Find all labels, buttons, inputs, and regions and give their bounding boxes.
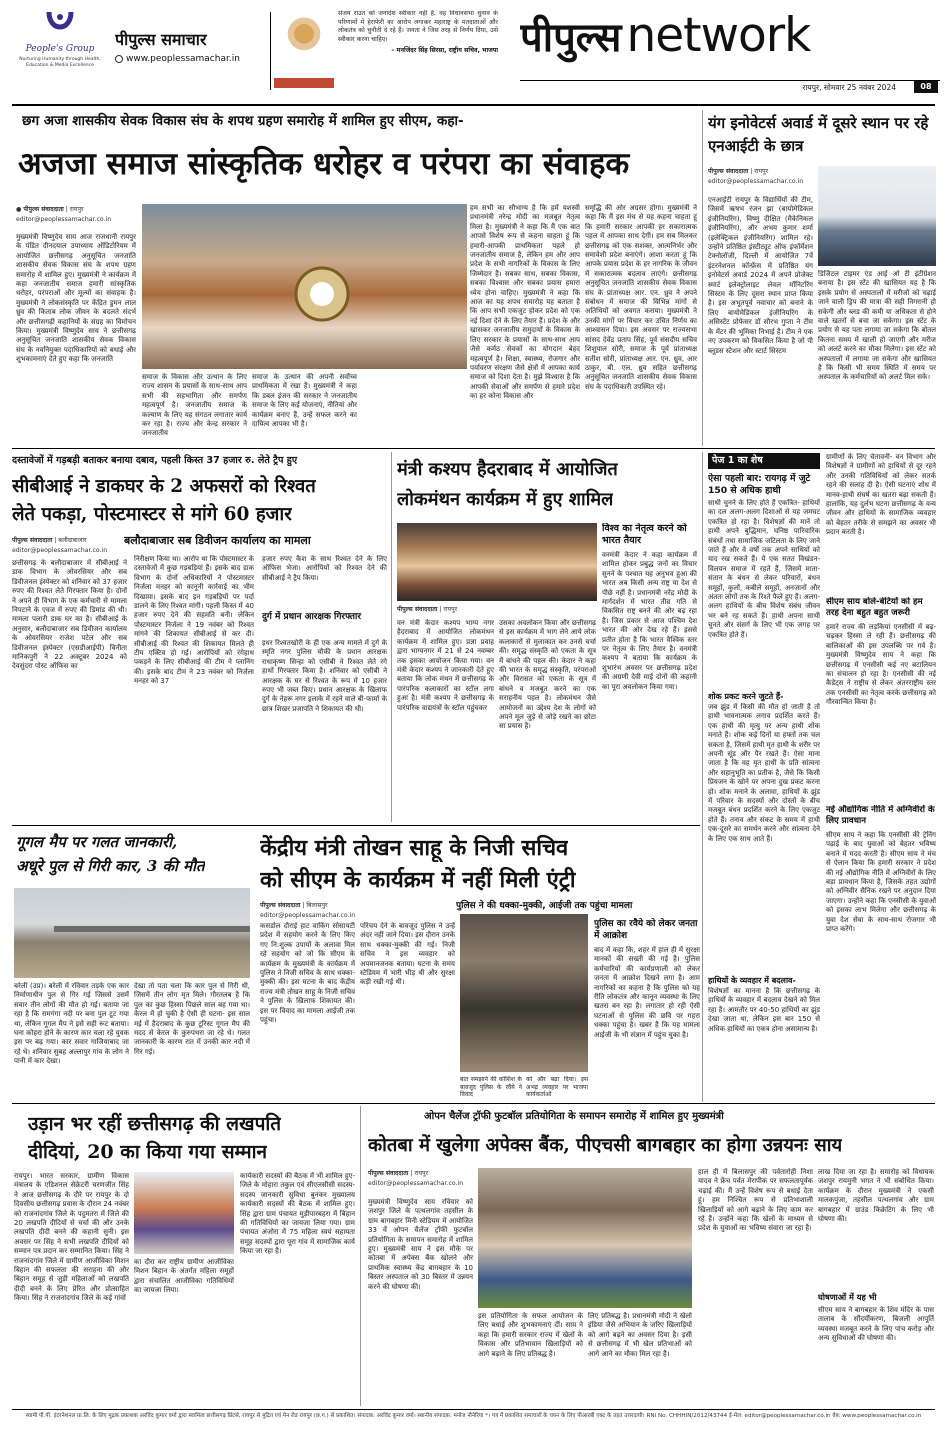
horseshoe-icon — [43, 10, 77, 40]
nit-byline: पीपुल्स संवाददाता | रायपुर editor@peoplessamachar.co.in — [708, 166, 818, 185]
tokhan-caption-right: को और बढ़ा दिया। इस अभद्र व्यवहार पर भाजपा कार्यकर्ताओं — [526, 1076, 588, 1098]
masthead-divider — [270, 12, 271, 90]
top-story-headline: अजजा समाज सांस्कृतिक धरोहर व परंपरा का संवाहक — [18, 146, 630, 182]
peoples-group-name: People's Group — [25, 44, 95, 54]
lakhpati-col3: का दौरा कर राष्ट्रीय ग्रामीण आजीविका मिशन बिहान के अंतर्गत महिला समूहों द्वारा संचालित आजीविका गतिविधियों का जायजा लिया। — [134, 1258, 234, 1295]
tokhan-headline-2: को सीएम के कार्यक्रम में नहीं मिली एंट्री — [260, 867, 576, 893]
google-headline-2: अधूरे पुल से गिरी कार, 3 की मौत — [16, 857, 205, 875]
byline-city: रायपुर — [754, 168, 769, 175]
col-divider-bottom — [360, 1106, 361, 1406]
apex-headline: कोतबा में खुलेगा अपेक्स बैंक, पीएचसी बागबहार का होगा उन्नयनः साय — [368, 1135, 843, 1156]
network-word-network: network — [626, 8, 811, 63]
apex-story — [364, 1106, 936, 1406]
top-story-col3: समाज के उत्थान की अपनी सर्वोच्च प्राथमिकता में रखा है। मुख्यमंत्री ने कहा कि डबल इंजन की सरकार ने जनजातीय समाज के लिए कई योजनाएं, नीतियां और कार्यक्रम बनाए हैं, उन्हें सफल करने का दायित्व आपका भी है। — [252, 373, 357, 429]
manthan-byline: पीपुल्स संवाददाता | रायपुर — [397, 606, 458, 613]
byline-email[interactable]: editor@peoplessamachar.co.in — [260, 912, 356, 919]
tokhan-col1: कसडोल दौराई हाट वाकिंग सोसायटी प्रदेश में सहयोग करने के लिए किए गए नि:शुल्क उपायों के अलावा मिल रहे सहयोग को जो कि सीएम के कार्यक्रम के मुख्यमंत्री के कार्यक्रम में पुलिस ने निजी सचिव के साथ धक्का-मुक्की की। इस घटना के बाद केंद्रीय राज्य मंत्री तोखन साहू के निजी सचिव ने पुलिस के खिलाफ शिकायत की। इस पर विवाद का मामला आईजी तक पहुंचा। — [260, 922, 355, 1025]
page1-text1: साथी चुनने के लिए होते हैं एकत्रित- हाथियों का दल अलग-अलग दिशाओं से यह जमघट एकत्रित हो रहा है। विशेषज्ञों की मानें तो हाथी अपने बुद्धिमान, घनिष्ठ पारिवारिक संबंधों तथा सामाजिक जटिलता के लिए जाने जाते हैं और वे वर्षों तक अपने साथियों को याद रख सकते हैं। ये एक सतत विखंडन-विलयन समाज में रहते हैं, जिसमें माता-संतान के बंधन से लेकर परिवारों, बंधन समूहों, कुलों, कबीले समूहों, अनजानों और अंततः लोगों तक के रिश्ते फैले हुए हैं। अलग-अलग हाथियों के बीच विशेष संबंध जीवन भर बने रह सकते हैं। हाथी अपना साथी चुनते और संसर्ग के लिए भी एक जगह पर एकत्रित होते हैं। — [708, 499, 820, 639]
page1-text3: विशेषज्ञों का मानना है कि छत्तीसगढ़ के हाथियों के व्यवहार में बदलाव देखने को मिल रहा है। आमतौर पर 40-50 हाथियों का झुंड देखा जाता था, लेकिन इस बार 150 से अधिक हाथियों का एकत्र होना असामान्य है। — [708, 987, 820, 1033]
cbi-col2: निरीक्षण किया था। आरोप था कि पोस्टमास्टर के दस्तावेजों में कुछ गड़बड़ियां हैं। इसके बाद डाक विभाग के दोनों अधिकारियों ने पोस्टमास्टर निर्जला मनहर को कानूनी कार्रवाई का भीम दिखाया। इसके बाद इन गड़बड़ियों पर पर्दा डालने के लिए रिश्वत मांगी। पहली किस्त में 40 हजार रुपए देने की सहमति बनी। लेकिन पोस्टमास्टर निर्जला ने 19 नवंबर को रिश्वत मांगने की शिकायत सीबीआई से कर दी। सीबीआई की रिश्वत की शिकायत मिलते ही टीम एक्टिव हो गई। आरोपियों को रंगेहाथ पकड़ने के लिए सीबीआई की टीम ने प्लानिंग की। इसके बाद टीम ने 23 नवंबर को निर्जला मनहर को 37 — [134, 555, 254, 686]
page1-head1: ऐसा पहली बार: रायगढ़ में जुटे 150 से अधिक हाथी — [708, 473, 811, 496]
byline-email[interactable]: editor@peoplessamachar.co.in — [12, 547, 108, 554]
tokhan-col2: परिचय देने के बावजूद पुलिस ने उन्हें अंदर नहीं जाने दिया। इस दौरान उनके साथ धक्का-मुक्की की गई। निजी सचिव ने इस व्यवहार को अपमानजनक बताया। घटना के समय स्टेडियम में भारी भीड़ थी और सुरक्षा कड़ी रखी गई थी। — [360, 922, 455, 987]
tokhan-photo — [460, 914, 588, 1072]
quote-author: – मनजिंदर सिंह सिरसा, राष्ट्रीय सचिव, भाजपा — [391, 47, 498, 55]
page1-tag: पेज 1 का शेष — [708, 453, 820, 469]
manthan-col1: वन मंत्री केदार कश्यप भाग्य नगर हैदराबाद में आयोजित लोकमंथन कार्यक्रम में शामिल हुए। प्रज्ञा प्रवाह द्वारा भाग्यनगर में 21 से 24 नवम्बर तक इसका आयोजन किया गया। वन मंत्री केदार कश्यप ने जानकारी देते हुए बताया कि लोक मंथन में छत्तीसगढ़ के पारंपरिक कलाकारों का स्टॉल लगा हुआ है। मंत्री कश्यप ने छत्तीसगढ़ के पारंपरिक वाद्ययंत्रों के स्टॉल पहुंचकर — [397, 619, 494, 712]
lakhpati-photo — [134, 1172, 234, 1254]
page1-head3: हाथियों के व्यवहार में बदलाव- — [708, 976, 796, 985]
top-story-kicker: छग अजा शासकीय सेवक विकास संघ के शपथ ग्रहण समारोह में शामिल हुए सीएम, कहा- — [22, 113, 464, 129]
page1-head4: सीएम साय बोले-बेटियों को हम तरह देना बहुत बहुत जरूरी — [826, 597, 923, 618]
peoples-group-logo — [14, 10, 106, 100]
cbi-col3: हजार रुपए कैश के साथ रिश्वत देने के लिए ऑफिस भेजा। आरोपियों को रिश्वत देने की सीबीआई ने ट्रैप किया। — [262, 555, 387, 582]
apex-photo — [478, 1168, 692, 1308]
byline-city: रायपुर — [414, 1170, 429, 1177]
google-headline-1: गूगल मैप पर गलत जानकारी, — [16, 833, 178, 851]
google-story — [12, 828, 252, 1100]
footer-imprint: स्वामी पी.पी. इंटरनेशनल प्रा.लि. के लिए मुद्रक प्रकाशक अरविंद कुमार वर्मा द्वारा स्वामित्व छत्तीसगढ़ प्रिंटर्स, रायपुर से मुद्रित एवं मेन रोड रायपुर (छ.ग.) से प्रकाशित। संपादक: अरविंद कुमार वर्मा। स्थानीय संपादक: मनोज नौनेरिया *। पत्र में प्रकाशित समाचारों के चयन के लिए पीआरबी एक्ट के तहत उत्तरदायी। RNI No. CHHHIN/2012/43744 ई-मेल: editor@peoplessamachar.co.in वेब: www.peoplessamachar.co.in — [25, 1413, 922, 1419]
lakhpati-col2: कार्यकारी सदस्यों की बैठक में भी शामिल हुए- जिले के मोहारा तकुल एवं सीएलसीसी सदस्य-सदस्य जानकारी सुविधा बुनकर मुख्यालय कार्यकारी सदस्यों की बैठक में शामिल हुए। सिंह द्वारा ग्राम पंचायत मुड़ीपारबहरा में बिहान की गतिविधियों का जायजा लिया गया। ग्राम पंचायत अंजोरा में 75 महिला स्वयं सहायता समूह सदस्यों द्वारा पूरा गांव में सामाजिक कार्य किया जा रहा है। — [240, 1172, 355, 1256]
byline-org: पीपुल्स संवाददाता — [368, 1170, 409, 1177]
dateline-bar — [520, 80, 940, 93]
page1-head5: नई औद्योगिक नीति में अग्निवीरों के लिए प्रावधान — [826, 805, 935, 826]
apex-kicker: ओपन चैलेंज ट्रॉफी फुटबॉल प्रतियोगिता के समापन समारोह में शामिल हुए मुख्यमंत्री — [424, 1111, 724, 1122]
page-number: 08 — [914, 81, 938, 93]
samachar-brand-name: पीपुल्स समाचार — [115, 30, 207, 49]
byline-org: पीपुल्स संवाददाता — [12, 537, 53, 544]
top-story-col4: हम सभी का सौभाग्य है कि हमें यशस्वी प्रधानमंत्री नरेन्द्र मोदी का मजबूत नेतृत्व मिला है। मुख्यमंत्री ने कहा कि मैं एक बात आपसे विशेष रूप से कहना चाहता हूं कि हमारी-आपकी प्राथमिकता पहले हो जनजातीय समाज है, लेकिन हम और आप प्रदेश के सभी नागरिकों के विकास के लिए जिम्मेदार हैं। सबका साथ, सबका विकास, सबका विश्वास और सबका प्रयास हमारा ध्येय होना चाहिए। मुख्यमंत्री ने कहा कि आज का यह शपथ समारोह यह बताता है कि आप सभी एकजुट होकर प्रदेश को एक नई दिशा देने के लिए तैयार हैं। प्रदेश के और खासकर जनजातीय समुदायों के विकास के लिए सरकार के प्रयासों के साथ-साथ आप जैसे कर्मठ सेवकों का योगदान बेहद महत्वपूर्ण है। शिक्षा, स्वास्थ्य, रोजगार और पर्यावरण संरक्षण जैसे क्षेत्रों में आपका कार्य समाज को दिशा देता है। मुझे विश्वास है कि आपकी सेवाओं और समर्पण से हमारे प्रदेश का हर कोना विकास और — [470, 204, 580, 401]
tokhan-deck: पुलिस ने की धक्का-मुक्की, आईजी तक पहुंचा मामला — [456, 901, 633, 911]
byline-org: पीपुल्स संवाददाता — [708, 168, 749, 175]
network-logo — [520, 8, 940, 78]
apex-byline: पीपुल्स संवाददाता | रायपुर editor@peoplessamachar.co.in — [368, 1168, 518, 1187]
top-story-col2: समाज के विकास और उत्थान के लिए राज्य शासन के प्रयासों के साथ-साथ आप सभी की सहभागिता और समर्पण महत्वपूर्ण है। जनजातीय समाज के कल्याण के लिए यह संगठन लगातार कार्य कर रहा है। राज्य और केन्द्र सरकार ने जनजातीय — [142, 373, 247, 438]
top-story-col5: समृद्धि की ओर अग्रसर होगा। मुख्यमंत्री ने कहा कि मैं इस मंच से यह कहना चाहता हूं कि हमारी सरकार आपकी हर सकारात्मक पहल में आपका साथ देगी। हम सब मिलकर छत्तीसगढ़ को एक सशक्त, आत्मनिर्भर और समावेशी प्रदेश बनाएंगे। आशा करता हूं कि आपके प्रयास प्रदेश के हर नागरिक के जीवन में सकारात्मक बदलाव लाएंगे। छत्तीसगढ़ अनुसूचित जनजाति शासकीय सेवक विकास संघ के प्रांताध्यक्ष आर. एन. ध्रुव ने अपने संबोधन में समाज की विभिन्न मांगों से अतिथियों को अवगत कराया। मुख्यमंत्री ने उनकी मांगों पर विचार कर उचित निर्णय का आश्वासन दिया। इस अवसर पर राज्यसभा सांसद देवेंद्र प्रताप सिंह, पूर्व संसदीय सचिव शिशुपाल सोरी, समाज के पूर्व प्रांताध्यक्ष सतीश सोरी, प्रांताध्यक्ष आर. एन. ध्रुव, आर ठाकुर, बी. एल. ध्रुव सहित छत्तीसगढ़ अनुसूचित जनजाति शासकीय सेवक विकास संघ के पदाधिकारी उपस्थित रहे। — [585, 204, 697, 391]
nit-story — [706, 108, 936, 446]
footer-rule — [12, 1409, 935, 1410]
page1-text6: सीएम साय ने कहा कि एनसीसी की ट्रेनिंग पढ़ाई के बाद युवाओं को बेहतर भविष्य बनाने में मदद करती है। सीएम साय ने मंच से ऐलान किया कि हमारी सरकार ने प्रदेश की नई औद्योगिक नीति में अग्निवीरों के लिए बड़ा प्रावधान किया है, जिसके तहत उद्योगों को अग्निवीर सैनिक रखने पर अनुदान दिया जाएगा। उन्होंने कहा कि एनसीसी के युवाओं को इसका लाभ मिलेगा और छत्तीसगढ़ के युवा देश सेवा के साथ-साथ रोजगार भी प्राप्त करेंगे। — [826, 831, 936, 934]
dateline: रायपुर, सोमवार 25 नवंबर 2024 — [802, 83, 896, 92]
nit-headline: यंग इनोवेटर्स अवार्ड में दूसरे स्थान पर रहे एनआईटी के छात्र — [708, 114, 929, 155]
manthan-headline-1: मंत्री कश्यप हैदराबाद में आयोजित — [397, 459, 618, 480]
cbi-headline-2: लेते पकड़ा, पोस्टमास्टर से मांगे 60 हजार — [12, 504, 292, 525]
nit-col2: डिजिटल टाइमर एंड आई ओ टी इंटीग्रेशन बनाया है। इस स्टेंट की खासियत यह है कि इसके प्रयोग से अस्पतालों में मरीजों को चढ़ाई जाने वाली ड्रिप की मात्रा की सही निगरानी हो सकेगी और ब्लड की कमी या अधिकता से होने वाले खतरों से बचा जा सकेगा। इस स्टेंट के प्रयोग से यह पता लगाया जा सकेगा कि बोतल कितना समय में खाली हो जाएगी और मरीज को अलर्ट करने का मौका मिलेगा। इस स्टेंट को अस्पतालों में लगाया जा सकेगा और खासियत है कि किसी भी समय स्थिति में समय पर अस्पताल के कर्मचारियों को अलर्ट मिल सके। — [818, 270, 936, 382]
page1-text5: हमारे राज्य की लड़कियां एनसीसी में बढ़-चढ़कर हिस्सा ले रही हैं। छत्तीसगढ़ की बालिकाओं की इस उपलब्धि पर गर्व है। मुख्यमंत्री विष्णुदेव साय ने कहा कि छत्तीसगढ़ में एनसीसी कई नए बटालियन का संचालन हो रहा है। एनसीसी की नई कैडेट्स ने राष्ट्रीय से लेकर अंतरराष्ट्रीय स्तर तक एनसीसी का नेतृत्व करके छत्तीसगढ़ को गौरवान्वित किया है। — [826, 623, 936, 707]
section-rule-1 — [12, 448, 935, 449]
apex-col2: इस प्रतियोगिता के सफल आयोजन के लिए बधाई और शुभकामनाएं दीं। साय ने कहा कि हमारी सरकार राज्य में खेलों के विकास और प्रतिभावान खिलाड़ियों को आगे बढ़ाने के लिए प्रतिबद्ध है। — [478, 1312, 583, 1358]
section-rule-3 — [12, 1103, 935, 1104]
section-rule-2 — [12, 825, 700, 826]
quote-box — [338, 10, 498, 90]
col-divider-mid — [391, 452, 392, 822]
samachar-brand — [115, 28, 265, 72]
tokhan-story — [256, 828, 700, 1100]
manthan-photo — [397, 523, 597, 601]
apex-col3: लिए प्रतिबद्ध है। प्रधानमंत्री मोदी ने खेलो इंडिया जैसे अभियान के जरिए खिलाड़ियों को आगे बढ़ने का अवसर दिया है। इसी से छत्तीसगढ़ में भी खेल प्रतिभाओं को आगे आने का मौका मिल रहा है। — [588, 1312, 692, 1358]
google-photo — [14, 888, 250, 978]
byline-org: पीपुल्स संवाददाता — [23, 206, 64, 213]
google-col1: बरेली (उप्र)। बरेली में रविवार तड़के एक कार निर्माणाधीन पुल से गिर गई जिससे उसमें सवार तीन लोगों की मौत हो गई। बताया जा रहा है कि रामगंगा नदी पर बना पुल टूट गया था, लेकिन गूगल मैप ने इसे सही रूट बताया। घना कोहरा होने के कारण कार चला रहे युवक इस पर बढ़ गया। कार सवार गाजियाबाद जा रहे थे। शनिवार सुबह अल्लापुर गांव के लोग ने पानी में कार देखा। — [14, 982, 129, 1066]
masthead-bottom-rule — [12, 104, 935, 106]
byline-city: बिलासपुर — [306, 902, 328, 909]
page1-head2: शोक प्रकट करने जुटते हैं- — [708, 692, 784, 701]
byline-city: बलौदाबाजार — [58, 537, 87, 544]
masthead — [0, 0, 945, 110]
top-story — [12, 108, 700, 446]
byline-email[interactable]: editor@peoplessamachar.co.in — [708, 178, 804, 185]
manthan-story — [395, 451, 698, 823]
apex-col1: मुख्यमंत्री विष्णुदेव साय रविवार को जशपुर जिले के पत्थलगांव तहसील के ग्राम बागबहार मिनी स्टेडियम में आयोजित 33 वें ओपन चैलेंज ट्रॉफी फुटबॉल प्रतियोगिता के समापन समारोह में शामिल हुए। मुख्यमंत्री साय ने इस मौके पर कोतबा में अपेक्स बैंक खोलने और प्राथमिक स्वास्थ्य केंद्र बागबहार के 10 बिस्तर अस्पताल को 30 बिस्तर में उन्नयन करने की घोषणा की। — [368, 1198, 473, 1291]
mic-icon: ● — [16, 206, 22, 213]
manthan-side-head: विश्व का नेतृत्व करने को भारत तैयार — [602, 523, 687, 546]
cbi-deck: बलौदाबाजार सब डिवीजन कार्यालय का मामला — [124, 534, 311, 547]
lakhpati-headline-1: उड़ान भर रहीं छत्तीसगढ़ की लखपति — [28, 1113, 282, 1135]
tokhan-byline: पीपुल्स संवाददाता | बिलासपुर editor@peoplessamachar.co.in — [260, 900, 460, 919]
nit-photo — [818, 166, 936, 266]
samachar-url — [115, 54, 265, 64]
manthan-col2: उसका अवलोकन किया और छत्तीसगढ़ से इस कार्यक्रम में भाग लेने आये लोक कलाकारों से मुलाकात कर उनसे चर्चा की। समृद्ध संस्कृति को एकता के सूत्र में बांधने की पहल की। केदार ने कहा की भारत के समृद्ध संस्कृति, परंपराओं और विरासत को एकता के सूत्र में बांधने व मजबूत करने का एक सराहनीय पहल है। लोकमंथन जैसे आयोजनों का उद्देश्य देश के लोगों को अपने मूल जुड़े से जोड़े रखने का छोटा सा प्रयास है। — [499, 619, 596, 731]
cbi-kicker: दस्तावेजों में गड़बड़ी बताकर बनाया दबाव, पहली किस्त 37 हजार रु. लेते ट्रैप हुए — [12, 455, 298, 466]
tokhan-caption-left: बात समझाने की कोशिश के बावजूद पुलिस के रवैये ने विवाद — [460, 1076, 522, 1098]
cbi-story — [12, 451, 387, 823]
byline-city: रायपुर — [69, 206, 84, 213]
samachar-url-text[interactable]: www.peoplessamachar.in — [126, 54, 240, 64]
cbi-col1: छत्तीसगढ़ के बलौदाबाजार में सीबीआई ने डाक विभाग के ओवरसियर और सब डिवीजनल इंस्पेक्टर को शनिवार को 37 हजार रुपए की रिश्वत लेते गिरफ्तार किया है। दोनों ने अपने ही विभाग के एक कर्मचारी से मामला निपटाने के एवज में रुपए की डिमांड की थी। मामला पलारी डाक घर का है। सीबीआई के अनुसार, बलौदाबाजार सब डिवीजन कार्यालय के ओवरसियर राजेश पटेल और सब डिवीजनल इंस्पेक्टर (एसडीआईपी) विनीता मानिकपुरी ने 22 अक्टूबर 2024 को देवसुंदरा पोस्ट ऑफिस का — [12, 559, 127, 671]
byline-email[interactable]: editor@peoplessamachar.co.in — [16, 216, 112, 223]
apex-col4: हाल ही में बिलासपुर की पर्वतारोही निशा यादव ने फ्रेंच पर्वत मेरापीक पर सफलतापूर्वक चढ़ाई की। मैं उन्हें विशेष रूप से बधाई देता हूं। हम निश्चित रूप से प्रतिभाशाली खिलाड़ियों को आगे बढ़ाने के लिए काम कर रहे हैं। उन्होंने कहा कि खेलों के माध्यम से प्रदेश के युवाओं का भविष्य संवारा जा रहा है। — [698, 1168, 813, 1233]
google-col2: देखा तो पता चला कि कार पुल से गिरी थी, जिसमें तीन लोग मृत मिले। गौरतलब है कि पुल का कुछ हिस्सा पिछले साल बह गया था। केरल में हो चुकी है ऐसी ही घटना- इस साल मई में हैदराबाद के कुछ टूरिस्ट गूगल मैप की मदद से केरल के कुरुपंथरा जा रहे थे। गलत जानकारी के कारण रात में उनकी कार नदी में गिर गई। — [134, 982, 250, 1056]
quote-photo — [274, 10, 334, 88]
col-divider-right — [702, 452, 703, 1102]
lakhpati-story — [12, 1106, 357, 1406]
memento-icon — [292, 264, 352, 324]
page1-continued — [706, 451, 936, 1101]
lakhpati-col1: रायपुर। भारत सरकार, ग्रामीण विकास मंत्रालय के एडिशनल सेक्रेटरी चरणजीत सिंह ने आज छत्तीसगढ़ के दौरे पर रायपुर के दो दिवसीय छत्तीसगढ़ प्रवास के दौरान 24 नवंबर को राजनांदगांव जिले के पदुमतरा में जिले की 20 लखपति दीदियों से चर्चा की और उनके लखपति दीदी बनने की कहानी सुनी। इस अवसर पर सिंह ने सभी लखपति दीदियों को सम्मान पत्र प्रदान कर सम्मानित किया। सिंह ने राजनांदगांव जिले में ग्रामीण आजीविका मिशन बिहान की सफलता की सराहना की और बिहान समूह से जुड़ी महिलाओं को लखपति दीदी बनने के लिए प्रेरित और प्रोत्साहित किया। सिंह ने राजनांदगांव जिले के कई गांवों — [14, 1172, 129, 1303]
apex-side-head: घोषणाओं में यह भी — [818, 1292, 877, 1302]
lakhpati-headline-2: दीदियां, 20 का किया गया सम्मान — [28, 1141, 268, 1163]
cbi-subhead: दुर्ग में प्रधान आरक्षक गिरफ्तार — [262, 612, 362, 622]
quote-text: संजय राउत को जनादेश स्वीकार नहीं है, वह विधानसभा चुनाव के परिणामों में हेराफेरी का आरोप लगाकर महाराष्ट्र के मतदाताओं और लोकतंत्र को चुनौती दे रहे हैं। जनता ने जिस तरह से निर्णय दिया, उसे स्वीकार करना चाहिए। — [338, 10, 498, 43]
cbi-headline-1: सीबीआई ने डाकघर के 2 अफसरों को रिश्वत — [12, 476, 316, 497]
cbi-col3b: इधर रिश्वतखोरी के ही एक अन्य मामले में दुर्ग के स्मृति नगर पुलिस चौकी के प्रधान आरक्षक राधाकृष्ण सिन्हा को एसीबी ने रिश्वत लेते रंगे हाथों गिरफ्तार किया है। शनिवार को एसीबी ने आरक्षक के घर से रिश्वत के रूप में 10 हजार रुपए भी जब्त किए। प्रधान आरक्षक के खिलाफ दुर्ग के नेहरू नगर इलाके में रहने वाले बी-फार्मा के छात्र शिखर प्रजापति ने शिकायत की थी। — [262, 639, 387, 713]
byline-email[interactable]: editor@peoplessamachar.co.in — [368, 1180, 464, 1187]
tokhan-side-text: बाद में कहा कि, शहर में हाल ही में सुरक्षा मानकों की सख्ती की गई है। पुलिस कर्मचारियों की कार्यप्रणाली को लेकर जनता में आक्रोश दिखने लगा है। आम नागरिकों का कहना है कि पुलिस को यह रीति लोकतंत्र और कानून व्यवस्था के लिए खतरा बन रहा है। लगातार हो रही ऐसी घटनाओं से पुलिस की छवि पर गहरा धक्का पहुंचा है। खबर है कि यह मामला आईजी के भी संज्ञान में पहुंच चुका है। — [594, 946, 700, 1039]
top-story-photo — [142, 204, 467, 369]
network-word-peoples: पीपुल्स — [520, 14, 622, 61]
page1-text4: ग्रामीणों के लिए चेतावनी- वन विभाग और विशेषज्ञों ने ग्रामीणों को हाथियों से दूर रहने और उनकी गतिविधियों को लेकर सतर्क रहने की सलाह दी है। ऐसी घटनाएं शोध में मानव-हाथी संघर्ष का खतरा बढ़ा सकती हैं। हालांकि, यह दुर्लभ घटना छत्तीसगढ़ के वन्य जीवन और हाथियों के सामाजिक व्यवहार को बेहतर तरीके से समझने का अवसर भी प्रदान करती है। — [826, 453, 936, 537]
byline-city: रायपुर — [443, 606, 458, 613]
page1-text2: जब झुंड में किसी की मौत हो जाती है तो हाथी भावनात्मक लगाव प्रदर्शित करते हैं। एक हाथी की मृत्यु पर अन्य हाथी शोक मनाते हैं। शोक कई दिनों या हफ्तों तक चल सकता है, जिसमें हाथी मृत हाथी के शरीर पर अपनी सूंड और पैर रखते हैं। ऐसा माना जाता है कि वह मृत हाथी के प्रति सांत्वना और सहानुभूति का प्रतीक है, जैसे कि किसी प्रियजन के खोने पर अपना दुख प्रकट करना हो। शोक मनाने के अलावा, हाथियों के झुंड में परिवार के सदस्यों और दोस्तों के बीच मजबूत बंधन प्रदर्शित करने के लिए एकजुट होते हैं। तनाव और संकट के समय में हाथी एक-दूसरे का समर्थन करने और सांत्वना देने के लिए एक साथ आते हैं। — [708, 703, 820, 843]
col-divider-top — [702, 110, 703, 446]
tokhan-side-head: पुलिस का रवैये को लेकर जनता में आक्रोश — [594, 919, 698, 941]
manthan-headline-2: लोकमंथन कार्यक्रम में हुए शामिल — [397, 489, 614, 510]
apex-col5: लाख दिया जा रहा है। समारोह को विधायक जशपुर रायमुनी भगत ने भी संबोधित किया। कार्यक्रम के दौरान मुख्यमंत्री ने एकसी मालकपुंजा, तहसील पत्थलगांव और ग्राम बागबहार में ग्राउंड किक्रेटिंग के लिए भी घोषणा की। — [818, 1168, 934, 1224]
nit-col1: एनआईटी रायपुर के विद्यार्थियों की टीम, जिसमें ऋषभ रंजन झा (बायोमेडिकल इंजीनियरिंग), विष्णु दीक्षित (मैकेनिकल इंजीनियरिंग), और अभय कुमार शर्मा (इलेक्ट्रिकल इंजीनियरिंग) शामिल रहे। उन्होंने प्रतिष्ठित इंस्टीट्यूट ऑफ इंफॉर्मेशन टेक्नोलॉजी, दिल्ली में आयोजित 7वें इंटरनेशनल कॉन्फ्रेंस में प्रतिष्ठित यंग इनोवेटर्स अवार्ड 2024 में अपने प्रोजेक्ट स्मार्ट इलेक्ट्रोलाइट लेवल मॉनिटरिंग सिस्टम के लिए दूसरा स्थान प्राप्त किया है। इस अभूतपूर्व नवाचार को बनाने के लिए बायोमेडिकल इंजीनियरिंग के असिस्टेंट प्रोफेसर डॉ सौरभ गुप्ता ने टीम के मेंटर की भूमिका निभाई है। टीम ने एक नए उपकरण को विकसित किया है जो पी ब्लूडस स्टेशन और स्टार्ट सिस्टम — [708, 196, 813, 355]
byline-org: पीपुल्स संवाददाता — [397, 606, 438, 613]
globe-icon — [115, 55, 123, 63]
apex-side-text: सीएम साय ने बागबहार के शिव मंदिर के पास तालाब के सौंदर्यीकरण, बिजली आपूर्ति व्यवस्था मजबूत करने के लिए पांच करोड़ और अन्य सुविधाओं की घोषणा की। — [818, 1306, 934, 1343]
group-tagline: Nurturing Humanity through Health, Education & Media Excellence — [19, 57, 101, 68]
top-story-byline: ● पीपुल्स संवाददाता | रायपुर editor@peoplessamachar.co.in — [16, 204, 136, 223]
top-story-col1: मुख्यमंत्री विष्णुदेव साय आज राजधानी रायपुर के पंडित दीनदयाल उपाध्याय ऑडिटोरियम में आयोजित छत्तीसगढ़ अनुसूचित जनजाति शासकीय सेवक विकास संघ के शपथ ग्रहण समारोह में शामिल हुए। मुख्यमंत्री ने कार्यक्रम में कहा जनजातीय समाज हमारी सांस्कृतिक धरोहर, परंपराओं और मूल्यों का संवाहक है। मुख्यमंत्री ने लोकसंस्कृति पर केंद्रित डुमन लाल ध्रुव की किताब लोक जीवन के बदलते संदर्भ और छत्तीसगढ़ी कहानियों के संग्रह का विमोचन किया। मुख्यमंत्री विष्णुदेव साय ने छत्तीसगढ़ अनुसूचित जनजाति शासकीय सेवक विकास संघ के नवनियुक्त पदाधिकारियों को बधाई और शुभकामनाएं देते हुए कहा कि जनजाति — [16, 233, 136, 364]
bridge-shape — [54, 926, 250, 932]
manthan-side-text: वनमंत्री केदार ने कहा कार्यक्रम में शामिल होकर प्रबुद्ध जनों का विचार सुनने के पश्चात यह अनुभव हुआ की भारत अब किसी अन्य राष्ट्र या देश से पीछे नहीं है। प्रधानमंत्री नरेंद्र मोदी के मार्गदर्शन में भारत तीव्र गति से विकसित राष्ट्र बनने की ओर बढ़ रहा है। जिस प्रकार से आज पश्चिम देश भारत की ओर देख रहे हैं। इससे प्रतीत होता है कि भारत वैश्विक स्तर पर नेतृत्व के लिए तैयार है। वनमंत्री कश्यप ने बताया कि कार्यक्रम के शुभारंभ अवसर पर छत्तीसगढ़ प्रदेश की अग्रणी देवी माई दोनों की कहानी का पूरा अवलोकन किया गया। — [602, 551, 697, 691]
tokhan-headline-1: केंद्रीय मंत्री तोखन साहू के निजी सचिव — [260, 835, 569, 861]
cbi-byline: पीपुल्स संवाददाता | बलौदाबाजार editor@peoplessamachar.co.in — [12, 535, 122, 554]
byline-org: पीपुल्स संवाददाता — [260, 902, 301, 909]
